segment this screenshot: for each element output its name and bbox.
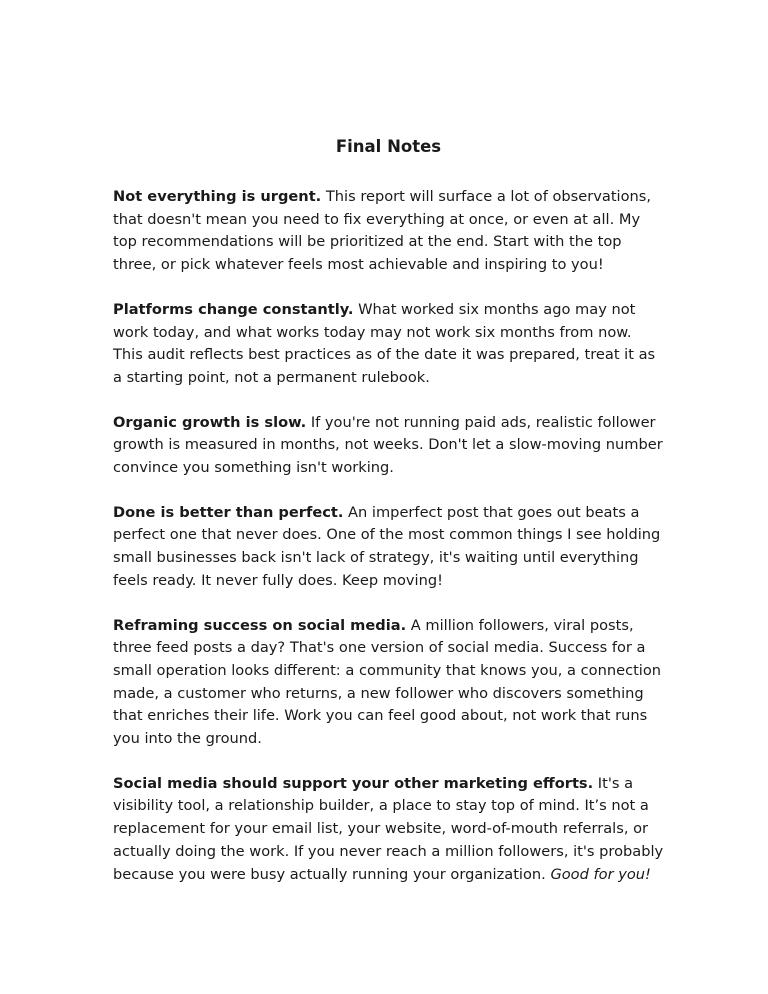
note-closing: Good for you!: [550, 865, 651, 883]
note-body: This report will surface a lot of observations, that doesn't mean you need to fix everything at once, or even at all. My top recommendations will be prioritized at the end. Start with the top three, or pick whatever feels most achievable and inspiring to you!: [113, 188, 652, 274]
note-not-urgent: [113, 186, 664, 277]
note-body: If you're not running paid ads, realistic follower growth is measured in months, not weeks. Don't let a slow-moving number convince you something isn't working.: [113, 413, 663, 477]
note-heading: Reframing success on social media.: [113, 616, 407, 634]
note-heading: Not everything is urgent.: [113, 188, 322, 205]
note-body: What worked six months ago may not work today, and what works today may not work six months from now. This audit reflects best practices as of the date it was prepared, treat it as a starting point, not a permanent rulebook.: [113, 300, 656, 386]
note-body: An imperfect post that goes out beats a perfect one that never does. One of the most common things I see holding small businesses back isn't lack of strategy, it's waiting until everything feels ready. It never fully does. Keep moving!: [113, 503, 661, 589]
note-body: It's a visibility tool, a relationship builder, a place to stay top of mind. It’s not a replacement for your email list, your website, word-of-mouth referrals, or actually doing the work. If you never reach a million followers, it's probably because you were busy actually running your organization.: [113, 774, 664, 883]
note-done-better: [113, 502, 664, 593]
note-heading: Social media should support your other marketing efforts.: [113, 774, 594, 792]
note-organic-growth: [113, 412, 664, 480]
note-heading: Done is better than perfect.: [113, 503, 344, 521]
page-title: Final Notes: [335, 137, 442, 156]
note-body: A million followers, viral posts, three feed posts a day? That's one version of social media. Success for a small operation looks different: a community that knows you, a connection made, a customer who returns, a new follower who discovers something that enriches their life. Work you can feel good about, not work that runs you into the ground.: [113, 616, 662, 748]
note-reframing-success: [113, 615, 664, 751]
note-platforms-change: [113, 299, 664, 390]
note-heading: Organic growth is slow.: [113, 413, 307, 431]
note-support-marketing: [113, 773, 664, 887]
note-heading: Platforms change constantly.: [113, 300, 354, 318]
